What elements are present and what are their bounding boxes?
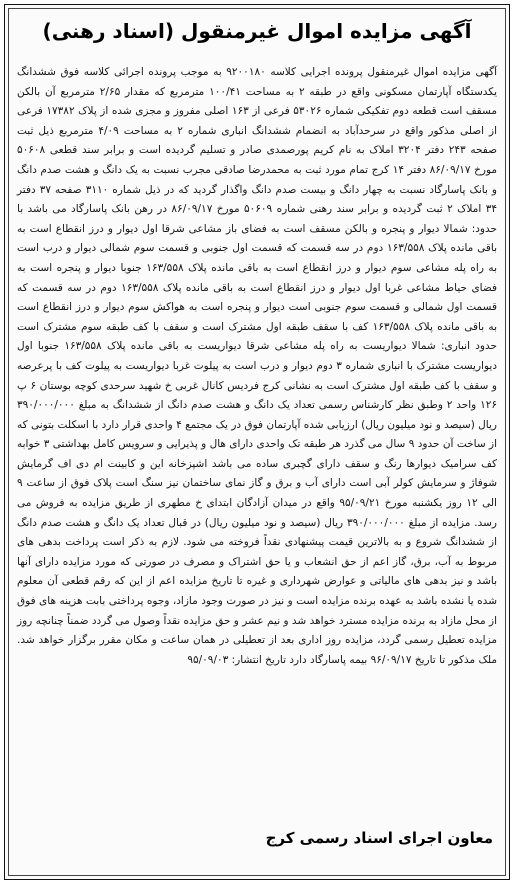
notice-title: آگهی مزایده اموال غیرمنقول (اسناد رهنی): [42, 19, 472, 43]
notice-frame: [4, 4, 510, 880]
body-paragraph-intro: آگهی مزایده اموال غیرمنقول پرونده اجرایی کلاسه ۹۲۰۰۱۸۰ به موجب پرونده اجرائی کلاسه فوق ششدانگ یکدستگاه آپارتمان مسکونی واقع در طبقه ۲ به مساحت ۱۰۰/۴۱ مترمربع که مقدار ۲/۶۵ مترمربع آن بالکن مسقف است قطعه دوم تفکیکی شماره ۵۳۰۲۶ فرعی از ۱۶۳ اصلی مفروز و مجزی شده از پلاک ۱۷۳۸۲ فرعی از اصلی مذکور واقع در سرحدآباد به انضمام ششدانگ انباری شماره ۲ به مساحت ۴/۰۹ مترمربع ذیل ثبت صفحه ۲۴۳ دفتر ۳۲۰۴ املاک به نام کریم پورصمدی صادر و تسلیم گردیده است و برابر سند قطعی ۵۰۶۰۸ مورخ ۸۶/۰۹/۱۷ دفتر ۱۴ کرج تمام مورد ثبت به محمدرضا صادقی مجرب نسبت به یک دانگ و هشت صدم دانگ و بانک پاسارگاد نسبت به چهار دانگ و بیست صدم دانگ واگذار گردید که در ذیل شماره ۳۱۱۰ صفحه ۳۷ دفتر ۳۴ املاک ۲ ثبت گردیده و برابر سند رهنی شماره ۵۰۶۰۹ مورخ ۸۶/۰۹/۱۷ در رهن بانک پاسارگاد می باشد با حدود:: [17, 66, 498, 235]
body-paragraph-auction-terms: وطبق نظر کارشناس رسمی تعداد یک دانگ و هشت صدم دانگ از ششدانگ به مبلغ ۳۹۰/۰۰۰/۰۰۰ ریال (سیصد و نود میلیون ریال) ارزیابی شده آپارتمان فوق در یک مجتمع ۴ واحدی قرار دارد با اسکلت بتونی که از ساخت آن حدود ۹ سال می گذرد هر طبقه تک واحدی دارای هال و پذیرایی و سرویس کامل بهداشتی ۳ خوابه کف سرامیک دیوارها رنگ و سقف دارای گچبری ساده می باشد اشپزخانه این و کابینت ام دی اف گرمایش شوفاژ و سرمایش کولر آبی است دارای آب و برق و گاز نمای ساختمان نیز سنگ است پلاک فوق از ساعت ۹ الی ۱۲ روز یکشنبه مورخ ۹۵/۰۹/۲۱ واقع در میدان آزادگان ابتدای خ مطهری از طریق مزایده به فروش می رسد. مزایده از مبلغ ۳۹۰/۰۰۰/۰۰۰ ریال (سیصد و نود میلیون ریال) در قبال تعداد یک دانگ و هشت صدم دانگ از ششدانگ شروع و به بالاترین قیمت پیشنهادی نقداً فروخته می شود. لازم به ذکر است پرداخت بدهی های مربوط به آب، برق، گاز اعم از حق انشعاب و یا حق اشتراک و مصرف در صورتی که مورد مزایده دارای آنها باشد و نیز بدهی های مالیاتی و عوارض شهرداری و غیره تا تاریخ مزایده اعم از این که رقم قطعی آن معلوم شده یا نشده باشد به عهده برنده مزایده است و نیز در صورت وجود مازاد، وجوه پرداختی بابت هزینه های فوق از محل مازاد به برنده مزایده مسترد خواهد شد و نیم عشر و حق مزایده نقداً وصول می گردد ضمناً چنانچه روز مزایده تعطیل رسمی گردد، مزایده روز اداری بعد از تعطیلی در همان ساعت و مکان مقرر برگزار خواهد شد. ملک مذکور تا تاریخ ۹۶/۰۹/۱۷ بیمه پاسارگاد دارد: [17, 399, 498, 666]
body-paragraph-boundaries: شمالا دیوار و پنجره و بالکن مسقف است به فضای باز مشاعی شرقا اول دیوار و درز انقطاع است به باقی مانده پلاک ۱۶۳/۵۵۸ دوم در سه قسمت که قسمت اول جنوبی و قسمت سوم شمالی دیوار و درب است به راه پله مشاعی سوم دیوار و درز انقطاع است به باقی مانده پلاک ۱۶۳/۵۵۸ جنوبا دیوار و پنجره است به فضای حیاط مشاعی غربا اول دیوار و درز انقطاع است به باقی مانده پلاک ۱۶۳/۵۵۸ دوم در سه قسمت که قسمت اول شمالی و قسمت سوم جنوبی است دیوار و پنجره است به هواکش سوم دیوار و درز انقطاع است به باقی مانده پلاک ۱۶۳/۵۵۸ کف با سقف طبقه اول مشترک است و سقف با کف طبقه سوم مشترک است حدود انباری: شمالا دیواریست به راه پله مشاعی شرقا دیواریست به باقی مانده پلاک ۱۶۳/۵۵۸ جنوبا اول دیواریست مشترک با انباری شماره ۳ دوم دیوار و درب است به پیلوت غربا دیواریست به پیلوت کف با پرعرصه و سقف با کف طبقه اول مشترک است به نشانی کرج فردیس کانال غربی خ شهید سرحدی کوچه بوستان ۶ پ ۱۲۶ واحد ۲: [17, 222, 498, 412]
publication-date: تاریخ انتشار: ۹۵/۰۹/۰۳: [187, 653, 287, 666]
signature: معاون اجرای اسناد رسمی کرج: [265, 829, 493, 847]
notice-body: [17, 63, 497, 670]
